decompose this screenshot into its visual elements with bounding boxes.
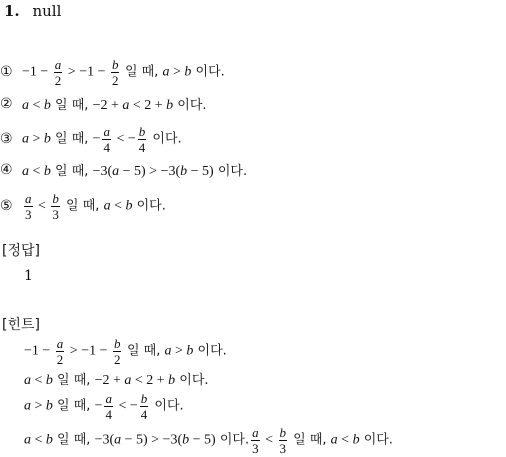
option-1[interactable] bbox=[0, 55, 225, 89]
answer-label: [정답] bbox=[2, 243, 40, 259]
hint-line-4: a < b 일 때, −3(a − 5) > −3(b − 5) 이다. $\frac{a}{3}$ < $\frac{b}{3}$ 일 때, a < b 이다. bbox=[24, 424, 393, 456]
option-3-expression: a > b 일 때, − $\frac{a}{4}$ < − $\frac{b}{4}$ 이다. bbox=[22, 123, 182, 155]
option-4[interactable] bbox=[0, 158, 247, 182]
option-marker: ③ bbox=[0, 131, 13, 147]
answer-value: 1 bbox=[24, 268, 33, 284]
option-4-expression: a < b 일 때, −3(a − 5) > −3(b − 5) 이다. bbox=[22, 164, 248, 179]
question-header bbox=[4, 2, 61, 20]
option-marker: ① bbox=[0, 64, 13, 80]
option-5[interactable] bbox=[0, 189, 166, 223]
question-number: 1. bbox=[4, 2, 20, 20]
option-5-expression: $\frac{a}{3}$ < $\frac{b}{3}$ 일 때, a < b 이다. bbox=[25, 190, 166, 222]
option-1-expression: −1 − $\frac{a}{2}$ > −1 − $\frac{b}{2}$ 일 때, a > b 이다. bbox=[22, 56, 225, 88]
hint-line-2: a < b 일 때, −2 + a < 2 + b 이다. bbox=[24, 373, 209, 388]
option-marker: ② bbox=[0, 96, 13, 112]
hint-line-3: a > b 일 때, − $\frac{a}{4}$ < − $\frac{b}{4}$ 이다. bbox=[24, 390, 184, 422]
option-3[interactable] bbox=[0, 122, 182, 156]
option-marker: ④ bbox=[0, 162, 13, 178]
option-2-expression: a < b 일 때, −2 + a < 2 + b 이다. bbox=[22, 98, 207, 113]
hint-line-1: −1 − $\frac{a}{2}$ > −1 − $\frac{b}{2}$ 일 때, a > b 이다. bbox=[24, 335, 227, 367]
option-marker: ⑤ bbox=[0, 198, 13, 214]
hint-label: [힌트] bbox=[2, 317, 40, 333]
option-2[interactable] bbox=[0, 92, 207, 116]
question-title: null bbox=[32, 2, 62, 20]
